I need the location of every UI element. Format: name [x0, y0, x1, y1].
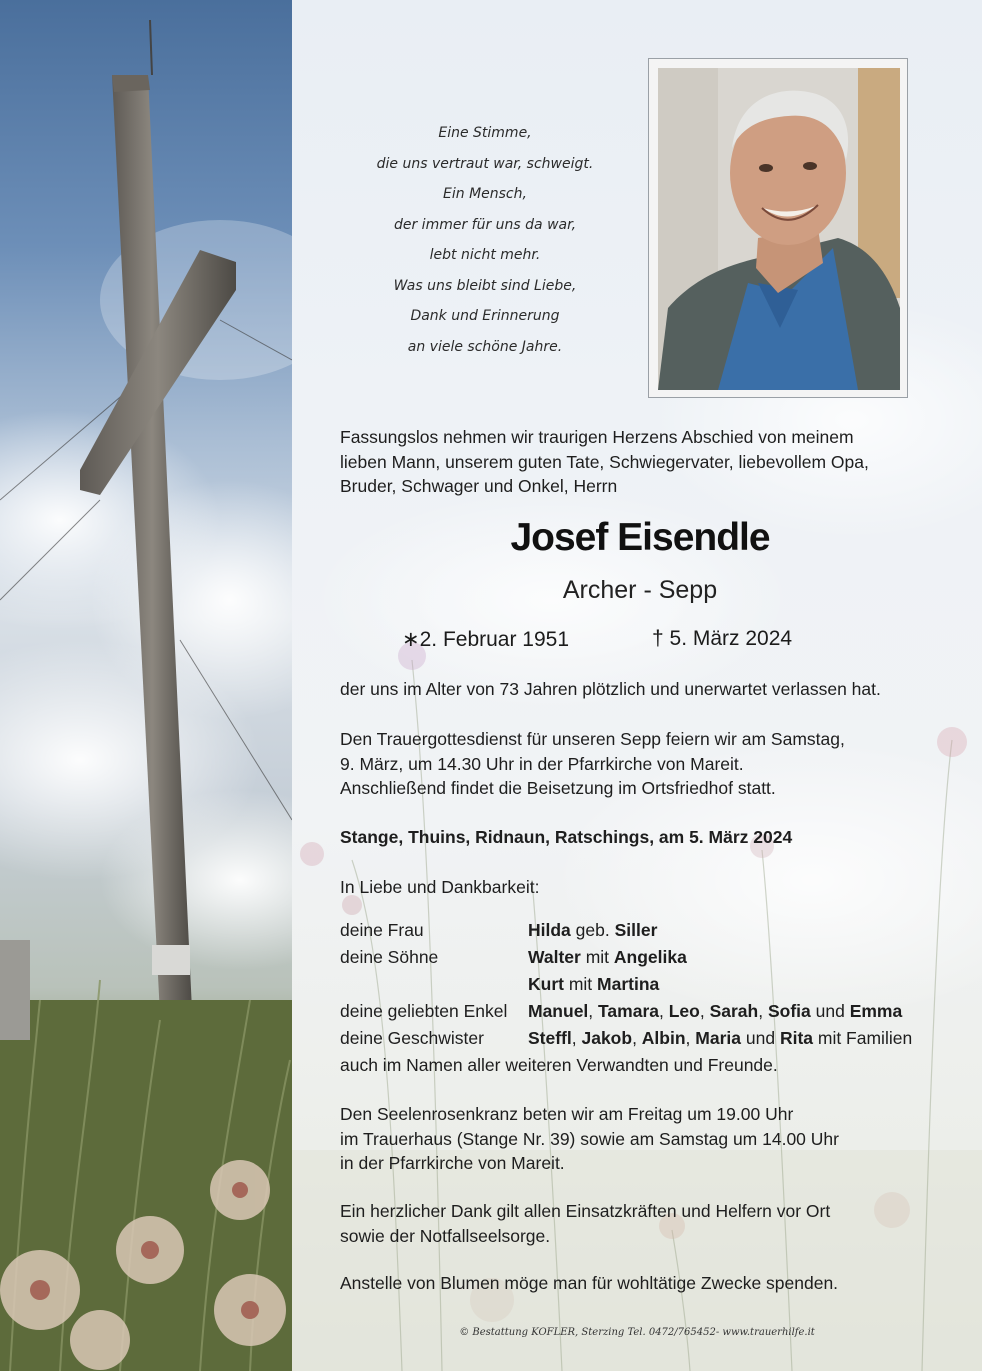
relative-wife: Hilda geb. Siller [528, 920, 658, 940]
death-date: † 5. März 2024 [652, 627, 793, 650]
flowers-note: Anstelle von Blumen möge man für wohltätige Zwecke spenden. [340, 1273, 839, 1293]
footer-credit: © Bestattung KOFLER, Sterzing Tel. 0472/765452- www.trauerhilfe.it [459, 1327, 815, 1338]
intro-line: lieben Mann, unserem guten Tate, Schwiegervater, liebevollem Opa, [340, 451, 869, 472]
relative-label-wife: deine Frau [340, 920, 424, 940]
deceased-nickname: Archer - Sepp [562, 576, 718, 604]
thanks-line: Ein herzlicher Dank gilt allen Einsatzkräften und Helfern vor Ort [340, 1201, 831, 1221]
poem [350, 118, 620, 362]
rosary-text [340, 1102, 839, 1176]
thanks-text [340, 1199, 830, 1248]
place-and-date: Stange, Thuins, Ridnaun, Ratschings, am 5. März 2024 [340, 827, 793, 847]
thanks-line: sowie der Notfallseelsorge. [340, 1225, 551, 1246]
relative-grandchildren: Manuel, Tamara, Leo, Sarah, Sofia und Emma [528, 1001, 903, 1021]
service-line: Anschließend findet die Beisetzung im Ortsfriedhof statt. [340, 778, 776, 798]
intro-text [340, 425, 869, 499]
poem-line: die uns vertraut war, schweigt. [376, 155, 594, 172]
deceased-name: Josef Eisendle [510, 516, 770, 559]
poem-line: lebt nicht mehr. [429, 247, 541, 263]
service-line: 9. März, um 14.30 Uhr in der Pfarrkirche von Mareit. [340, 753, 744, 774]
relative-label-siblings: deine Geschwister [340, 1028, 484, 1048]
relative-label-grandchildren: deine geliebten Enkel [340, 1001, 508, 1021]
poem-line: der immer für uns da war, [393, 216, 577, 233]
poem-line: Ein Mensch, [443, 186, 527, 202]
age-line: der uns im Alter von 73 Jahren plötzlich und unerwartet verlassen hat. [340, 679, 881, 699]
relative-siblings: Steffl, Jakob, Albin, Maria und Rita mit Familien [528, 1028, 913, 1048]
poem-line: Dank und Erinnerung [410, 308, 560, 324]
love-line: In Liebe und Dankbarkeit: [340, 877, 540, 897]
service-text [340, 727, 845, 801]
rosary-line: Den Seelenrosenkranz beten wir am Freitag um 19.00 Uhr [340, 1104, 794, 1124]
rosary-line: in der Pfarrkirche von Mareit. [340, 1153, 565, 1173]
birth-date: ∗2. Februar 1951 [402, 628, 570, 651]
intro-line: Fassungslos nehmen wir traurigen Herzens Abschied von meinem [340, 427, 854, 447]
service-line: Den Trauergottesdienst für unseren Sepp feiern wir am Samstag, [340, 729, 845, 749]
intro-line: Bruder, Schwager und Onkel, Herrn [340, 476, 618, 496]
poem-line: Eine Stimme, [438, 125, 532, 141]
relative-label-sons: deine Söhne [340, 947, 439, 967]
relative-son-2: Kurt mit Martina [528, 974, 660, 994]
poem-line: an viele schöne Jahre. [407, 338, 563, 355]
relative-son-1: Walter mit Angelika [528, 947, 687, 967]
rosary-line: im Trauerhaus (Stange Nr. 39) sowie am Samstag um 14.00 Uhr [340, 1128, 839, 1149]
poem-line: Was uns bleibt sind Liebe, [393, 277, 577, 294]
relatives-also: auch im Namen aller weiteren Verwandten und Freunde. [340, 1055, 778, 1075]
portrait-photo [658, 68, 900, 390]
summit-cross-photo [0, 0, 292, 1371]
